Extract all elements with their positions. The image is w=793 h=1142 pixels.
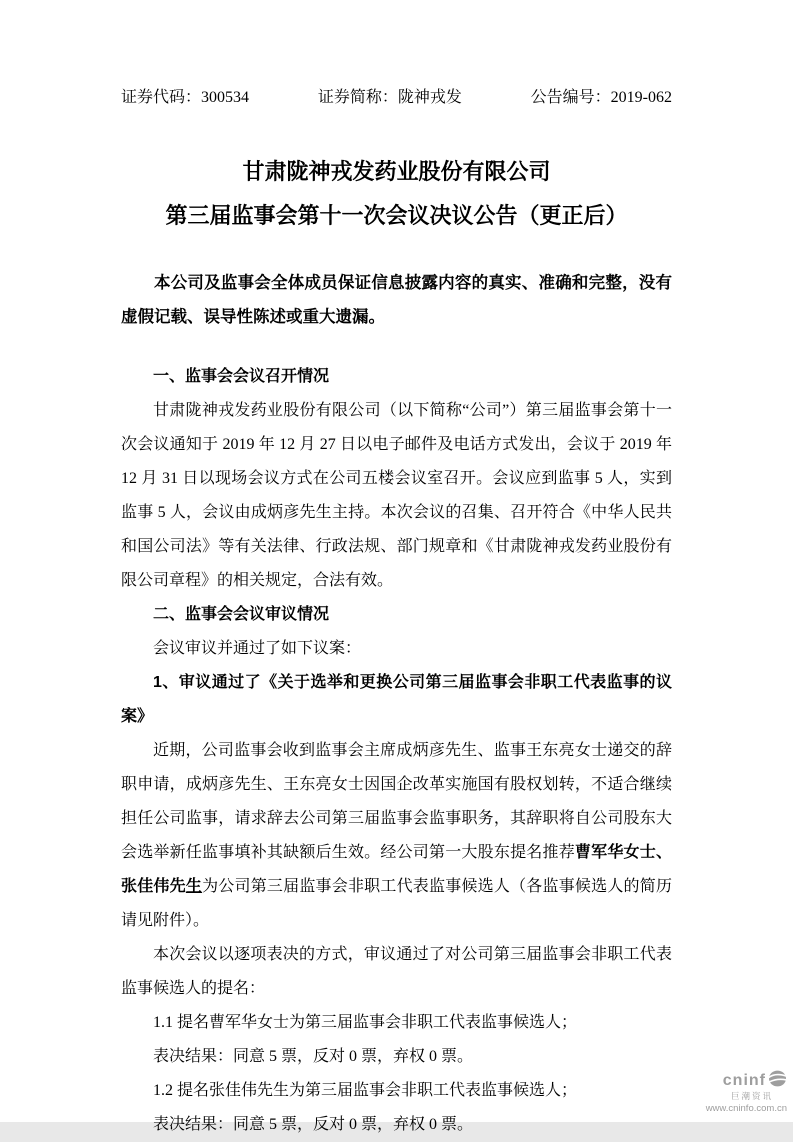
paragraph-convene: 甘肃陇神戎发药业股份有限公司（以下简称“公司”）第三届监事会第十一次会议通知于 2019 年 12 月 27 日以电子邮件及电话方式发出，会议于 2019 年 12 月 31 日以现场会议方式在公司五楼会议室召开。会议应到监事 5 人，实到监事 5 人，会议由成炳彦先生主持。本次会议的召集、召开符合《中华人民共和国公司法》等有关法律、行政法规、部门规章和《甘肃陇神戎发药业股份有限公司章程》的相关规定，合法有效。 (121, 402, 672, 589)
vote-result-1: 表决结果：同意 5 票，反对 0 票，弃权 0 票。 (153, 1048, 474, 1065)
resignation-text-1: 近期，公司监事会收到监事会主席成炳彦先生、监事王东亮女士递交的辞职申请，成炳彦先生、王东亮女士因国企改革实施国有股权划转，不适合继续担任公司监事，请求辞去公司第三届监事会监事职务，其辞职将自公司股东大会选举新任监事填补其缺额后生效。经公司第一大股东提名推荐 (121, 742, 672, 861)
stock-code: 证券代码：300534 (121, 89, 250, 106)
paragraph-vote-method: 本次会议以逐项表决的方式，审议通过了对公司第三届监事会非职工代表监事候选人的提名： (121, 946, 672, 997)
paragraph-resignation (121, 734, 672, 938)
disclosure-notice: 本公司及监事会全体成员保证信息披露内容的真实、准确和完整，没有虚假记载、误导性陈述或重大遗漏。 (121, 273, 672, 326)
document-body (121, 360, 672, 1142)
cninfo-logo (706, 1070, 787, 1114)
cninfo-logo-url: www.cninfo.com.cn (705, 1102, 787, 1114)
cninfo-logo-cn: 巨潮资讯 (730, 1091, 773, 1102)
paragraph-review-intro: 会议审议并通过了如下议案： (153, 640, 362, 657)
resignation-text-2: 为公司第三届监事会非职工代表监事候选人（各监事候选人的简历请见附件）。 (121, 878, 672, 929)
cninfo-logo-row (706, 1070, 787, 1092)
company-name: 甘肃陇神戎发药业股份有限公司 (242, 159, 551, 184)
stock-name: 证券简称：陇神戎发 (317, 89, 462, 106)
cninfo-swirl-icon (768, 1070, 787, 1092)
announcement-number: 公告编号：2019-062 (530, 89, 672, 106)
section-heading-1: 一、监事会会议召开情况 (153, 368, 330, 385)
proposal-title: 1、审议通过了《关于选举和更换公司第三届监事会非职工代表监事的议案》 (121, 674, 672, 725)
announcement-title: 第三届监事会第十一次会议决议公告（更正后） (165, 203, 628, 228)
nominee-names: 曹军华女士、张佳伟先 (121, 844, 672, 895)
doc-header (121, 88, 672, 108)
doc-title (121, 150, 672, 238)
vote-result-2: 表决结果：同意 5 票，反对 0 票，弃权 0 票。 (153, 1116, 474, 1133)
cninfo-logo-text: cninf (722, 1071, 766, 1089)
item-1-2: 1.2 提名张佳伟先生为第三届监事会非职工代表监事候选人； (153, 1082, 578, 1099)
item-1-1: 1.1 提名曹军华女士为第三届监事会非职工代表监事候选人； (153, 1014, 578, 1031)
section-heading-2: 二、监事会会议审议情况 (153, 606, 330, 623)
nominee-name-underlined: 生 (185, 878, 203, 895)
